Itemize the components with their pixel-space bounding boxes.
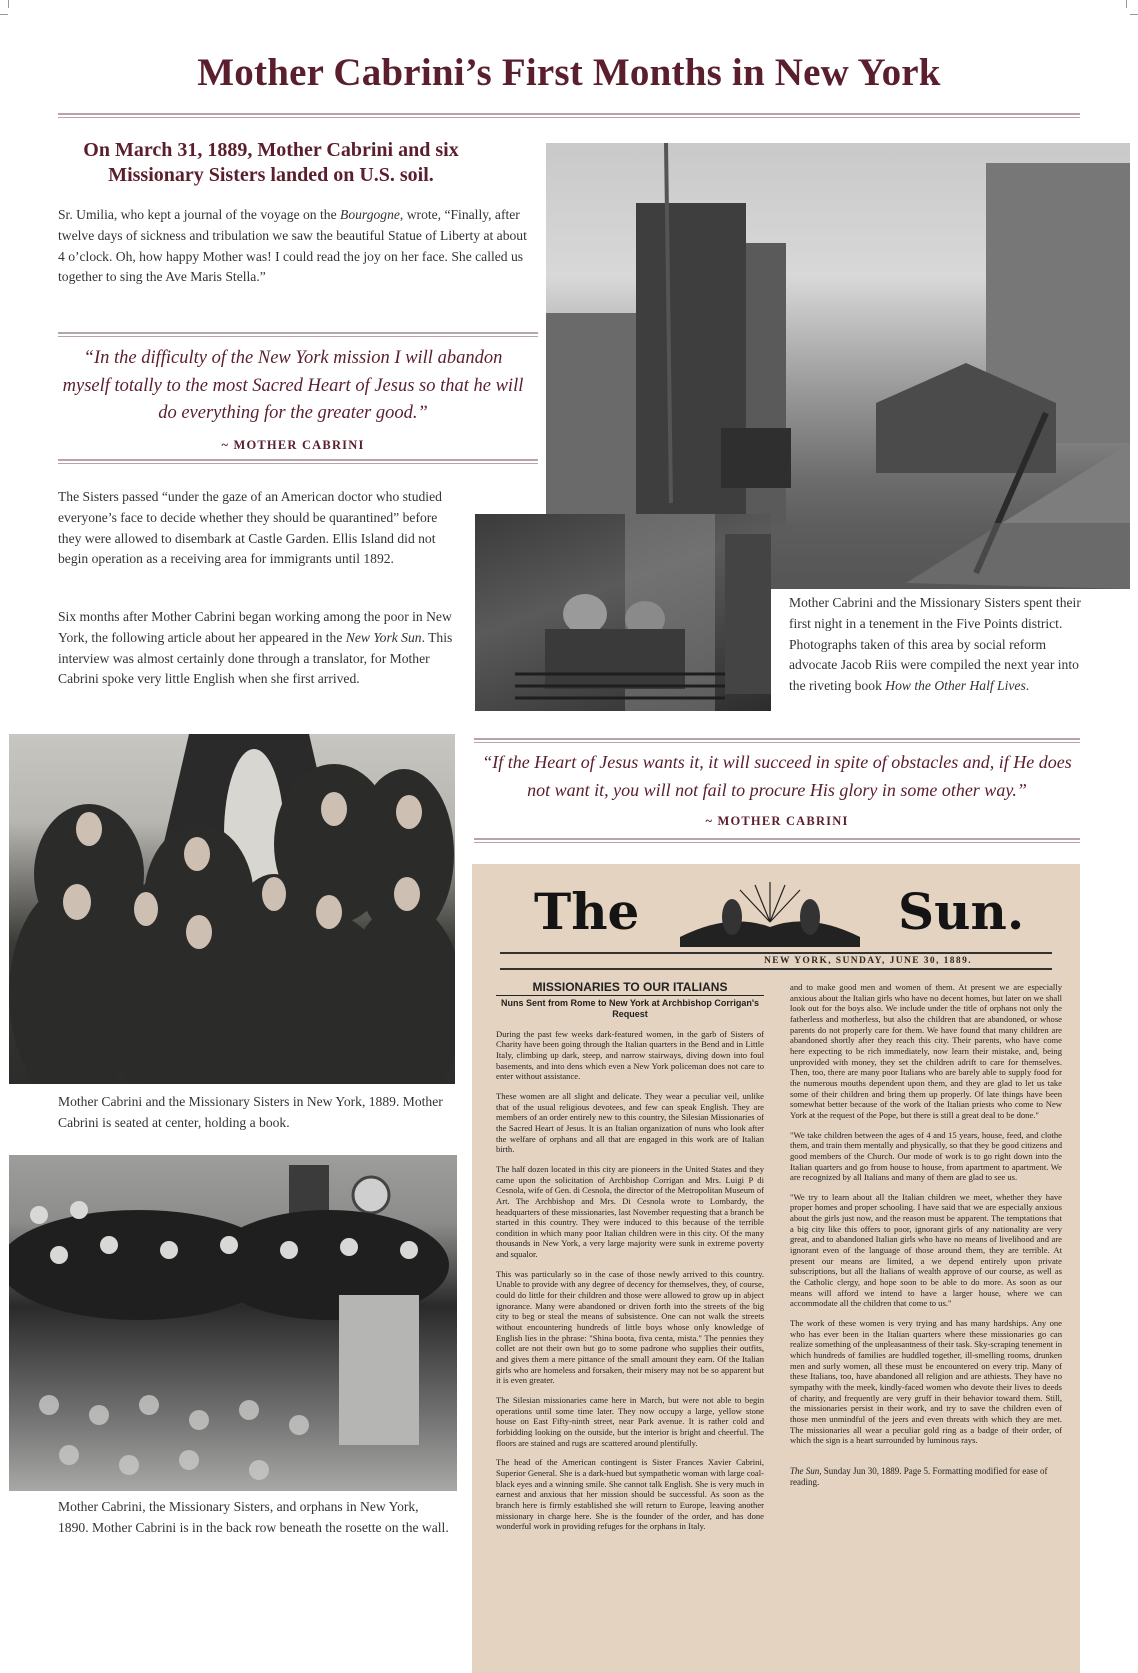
children-scene-illustration [475, 514, 771, 711]
quote2-text: “If the Heart of Jesus wants it, it will succeed in spite of obstacles and, if He does not want it, you will not fail to procure His glory in some other way.” [482, 752, 1072, 800]
quote2 [474, 749, 1080, 836]
article-column-2 [790, 982, 1062, 1497]
six-months-pre: Six months after Mother Cabrini began working among the poor in New York, the following article about her appeared in the [58, 609, 452, 645]
tenement-children-photo [475, 514, 771, 711]
orphans-group-illustration [9, 1155, 457, 1491]
sisters-group-illustration [9, 734, 455, 1084]
tenement-caption-pre: Mother Cabrini and the Missionary Sisters spent their first night in a tenement in the Five Points district. Photographs taken of this area by social reform advocate Jacob Riis were compiled the next year into the riveting book [789, 595, 1081, 694]
orphans-1890-photo [9, 1155, 457, 1491]
newspaper-name: New York Sun [345, 629, 422, 645]
crop-mark [0, 14, 8, 15]
quote2-attribution: ~ MOTHER CABRINI [705, 814, 849, 828]
sisters-passed-paragraph: The Sisters passed “under the gaze of an American doctor who studied everyone’s face to decide whether they should be quarantined” before they were allowed to disembark at Castle Garden. Ellis Island did not begin operation as a receiving area for immigrants until 1892. [58, 489, 442, 567]
article-subheadline: Nuns Sent from Rome to New York at Archbishop Corrigan's Request [500, 997, 759, 1019]
tenement-caption-post: . [1025, 678, 1030, 694]
newspaper-masthead [500, 876, 1052, 956]
article-headline: MISSIONARIES TO OUR ITALIANS [496, 982, 764, 996]
article-paragraph: "We take children between the ages of 4 and 15 years, house, feed, and clothe them, and train them mentally and physically, so that they be good citizens and good members of the Church. Our mode of work is to go right down into the Italian quarters and go from house to house, from apartment to apartment. We are recognized by all Italians and many of them are glad to see us. [790, 1129, 1062, 1183]
masthead-sun: Sun. [898, 882, 1025, 941]
article-paragraph: "We try to learn about all the Italian children we meet, whether they have proper homes and proper schooling. I have said that we are especially anxious about the girls just now, and the reason must be apparent. The temptations that a big city like this offers to poor, ignorant girls of any nationality are very great, and to abandoned Italian girls who have no means of livelihood and are ignorant even of the language of those around them, they are terrible. At present our means are limited, a we depend entirely upon private subscriptions, but all the Italians of wealth approve of our course, as well as the Catholic clergy, and hope soon to be able to do more. As soon as our means will afford we intend to have a larger house, where we can accommodate all the children that come to us." [790, 1191, 1062, 1309]
missionary-sisters-1889-photo [9, 734, 455, 1084]
article-paragraph: This was particularly so in the case of those newly arrived to this country. Unable to provide with any degree of decency for themselves, they, of course, could do little for their children and those were allowed to grow up in abject ignorance. Many were abandoned or driven forth into the streets of the big city to beg or steal the means of subsistence. One can not walk the streets without encountering hundreds of little boys whose only knowledge of English lies in the phrase: "Shina boota, fiva centa, mista." The pennies they collet are not their own but go to some padrone who supplies their outfits, and gives them a mere pittance of the small amount they earn. Of the Italian girls who are homeless and forsaken, their misery may not be so apparent but it is even greater. [496, 1268, 764, 1386]
tenement-caption [789, 593, 1085, 697]
source-details: , Sunday Jun 30, 1889. Page 5. Formatting modified for ease of reading. [790, 1465, 1048, 1487]
quote1-attribution: ~ MOTHER CABRINI [221, 437, 365, 452]
article-paragraph: The head of the American contingent is Sister Frances Xavier Cabrini, Superior General. She is a dark-hued but sympathetic woman with large coal-black eyes and a winning smile. She cannot talk English. She is very much in earnest and anxious that her mission should be successful. As soon as the branch here is firmly established she will return to Europe, leaving another missionary in charge here. She is the founder of the order, and has done wonderful work in providing refuges for the orphans in Italy. [496, 1457, 764, 1532]
orphans-1890-caption: Mother Cabrini, the Missionary Sisters, and orphans in New York, 1890. Mother Cabrini is in the back row beneath the rosette on the wall. [58, 1499, 449, 1535]
crop-mark [8, 0, 9, 8]
masthead-emblem-icon [670, 882, 870, 952]
arrival-text-post: , wrote, “Finally, after twelve days of sickness and tribulation we saw the beautiful Statue of Liberty at about 4 o’clock. Oh, how happy Mother was! I could read the joy on her face. She called us together to sing the Ave Maris Stella.” [58, 207, 527, 285]
article-paragraph: The work of these women is very trying and has many hardships. Any one who has ever been in the Italian quarters where these missionaries go can realize something of the unpleasantness of their task. Sky-scraping tenement in which hundreds of families are huddled together, ill-smelling rooms, drunken men and surly women, all these must be encountered on every trip. Many of these Italians, too, have abandoned all religion and are athiests. They have no sympathy with the meek, kindly-faced women who devote their lives to deeds of charity, and frequently are very gruff in their behavior toward them. Still, the missionaries persist in their work, and try to save the children even of those men unmindful of the jeers and even threats with which they are met. The missionaries all wear a peculiar gold ring as a badge of their order, of which the sign is a heart surrounded by luminous rays. [790, 1318, 1062, 1446]
article-column-1 [496, 982, 764, 1541]
ship-name: Bourgogne [340, 207, 400, 222]
article-paragraph: The half dozen located in this city are pioneers in the United States and they came upon the solicitation of Archbishop Corrigan and Mrs. Luigi P di Cesnola, wife of Gen. di Cesnola, the director of the Metropolitan Museum of Art. The Archbishop and Mrs. Di Cesnola wrote to Lombardy, the headquarters of these missionaries, last November requesting that a branch be started in this country. They were induced to this because of the terrible condition in which many poor Italian children were in this city. Of the many thousands in New York, a very large majority were sunk in extreme poverty and squalor. [496, 1163, 765, 1260]
article-paragraph: During the past few weeks dark-featured women, in the garb of Sisters of Charity have been going through the Italian quarters in the Bend and in Little Italy, climbing up dark, steep, and narrow stairways, diving down into foul basements, and into dens which even a New York policeman does not care to enter without assistance. [496, 1028, 764, 1082]
quote1-top-divider [58, 332, 538, 337]
arrival-text-pre: Sr. Umilia, who kept a journal of the voyage on the [58, 207, 341, 222]
quote2-bottom-divider [474, 838, 1080, 843]
masthead-the: The [534, 882, 640, 941]
newspaper-dateline: NEW YORK, SUNDAY, JUNE 30, 1889. [500, 952, 1052, 970]
quote1-text: “In the difficulty of the New York mission I will abandon myself totally to the most Sacred Heart of Jesus so that he will do everything for the greater good.” [62, 348, 524, 423]
article-source [790, 1466, 1062, 1488]
six-months-post: . This interview was almost certainly done through a translator, for Mother Cabrini spoke very little English when she first arrived. [58, 629, 453, 687]
article-paragraph: and to make good men and women of them. At present we are especially anxious about the Italian girls who have no decent homes, but later on we shall look out for the boys also. We include under the title of orphans not only the fatherless and motherless, but also the children that are abandoned, or whose parents do not properly care for them. We have found that many children are abandoned shortly after they reach this city. Their parents, who have come here expecting to be rich immediately, now learn their mistake, and, being unprovided with money, they set the children adrift to care for themselves. Then, too, there are many poor Italians who are barely able to supply food for the numerous mouths dependent upon them, and they are glad to let us take some of their children and bring them up properly. Of late things have been somewhat better because of the work of the Italian priests who come to New York at the request of the Pope, but there is still a great deal to be done." [790, 982, 1062, 1120]
arrival-paragraph [58, 205, 528, 288]
crop-mark [1126, 0, 1127, 8]
page-title: Mother Cabrini’s First Months in New York [197, 51, 941, 94]
crop-mark [1130, 14, 1138, 15]
arrival-heading: On March 31, 1889, Mother Cabrini and six Missionary Sisters landed on U.S. soil. [83, 139, 459, 186]
article-paragraph: The Silesian missionaries came here in March, but were not able to begin operations until some time later. They now occupy a large, yellow stone house on East Fifty-ninth street, near Park avenue. It is rather cold and forbidding looking on the outside, but the interior is bright and cheerful. The floors are stained and rugs are scattered around plentifully. [496, 1395, 764, 1448]
sisters-1889-caption: Mother Cabrini and the Missionary Sisters in New York, 1889. Mother Cabrini is seated at center, holding a book. [58, 1094, 443, 1130]
six-months-paragraph [58, 607, 458, 690]
newspaper-clipping [472, 864, 1080, 1673]
book-title: How the Other Half Lives [885, 678, 1026, 694]
quote1 [62, 345, 524, 459]
source-paper-title: The Sun [790, 1465, 820, 1476]
quote2-top-divider [474, 738, 1080, 743]
quote1-bottom-divider [58, 459, 538, 464]
title-divider [58, 113, 1080, 118]
article-paragraph: These women are all slight and delicate. They wear a peculiar veil, unlike that of the usual religious devotees, and few can speak English. They are members of an order entirely new to this country, the Silesian Missionaries of the Sacred Heart of Jesus. It is an Italian organization of nuns who look after the welfare of orphans and all that are engaged in this work are of Italian birth. [496, 1090, 764, 1155]
